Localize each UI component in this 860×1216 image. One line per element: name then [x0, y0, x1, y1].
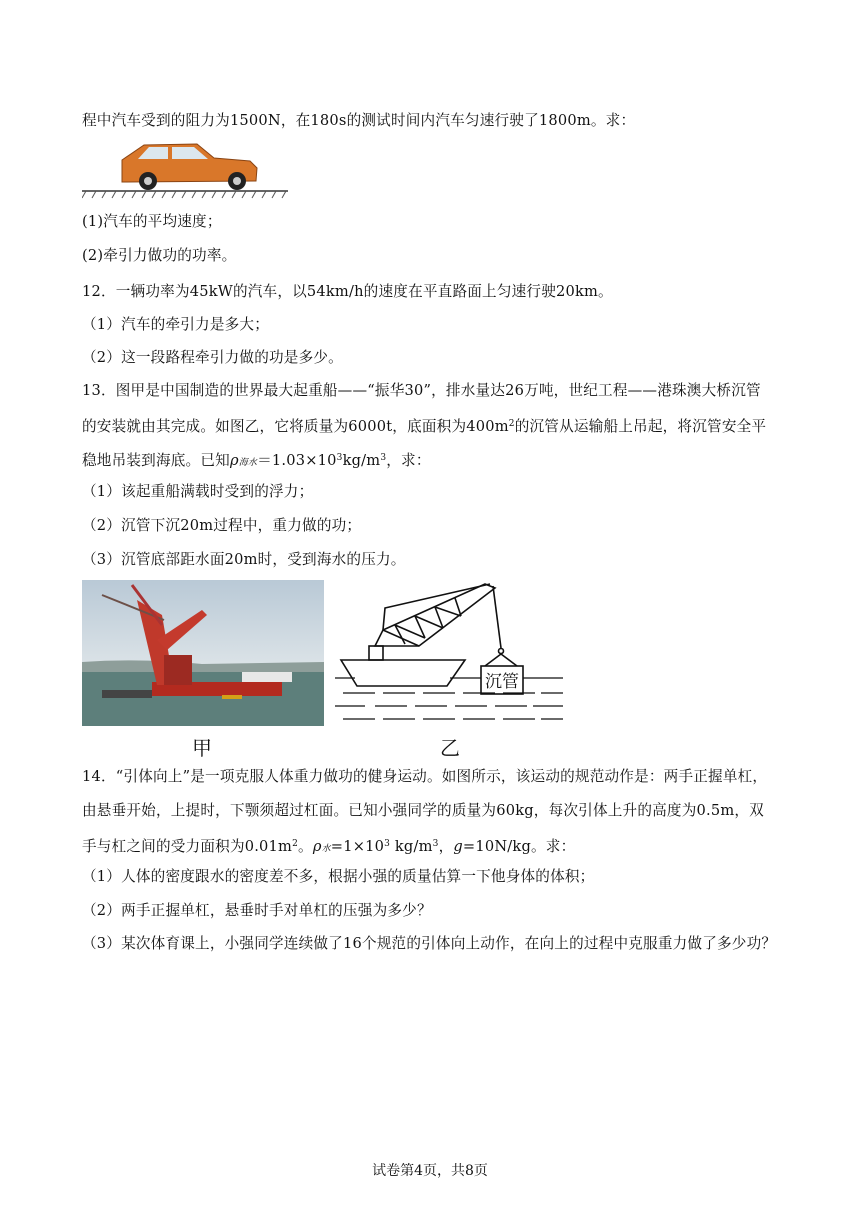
text-line [82, 414, 766, 437]
crane-ship-photo [82, 580, 324, 726]
text-segment: ＝1.03×10 [257, 452, 337, 469]
text-segment: 的沉管从运输船上吊起，将沉管安全平 [514, 418, 767, 435]
text-line: （2）沉管下沉20m过程中，重力做的功； [82, 517, 362, 534]
subscript: 海水 [238, 458, 258, 468]
superscript: 3 [380, 453, 387, 463]
text-line: (2)牵引力做功的功率。 [82, 247, 237, 264]
text-line: 12．一辆功率为45kW的汽车，以54km/h的速度在平直路面上匀速行驶20km。 [82, 283, 613, 300]
superscript: 3 [384, 839, 391, 849]
text-line: 14．“引体向上”是一项克服人体重力做功的健身运动。如图所示，该运动的规范动作是：两手正握单杠， [82, 768, 768, 785]
figure-caption-yi: 乙 [440, 736, 460, 760]
text-line: （1）人体的密度跟水的密度差不多，根据小强的质量估算一下他身体的体积； [82, 868, 595, 885]
text-segment: 稳地吊装到海底。已知 [82, 452, 230, 469]
text-line [82, 448, 431, 473]
superscript: 3 [432, 839, 439, 849]
g-symbol: g [453, 838, 463, 855]
text-segment: 。 [298, 838, 313, 855]
text-line: （3）某次体育课上，小强同学连续做了16个规范的引体向上动作，在向上的过程中克服重力做了多少功？ [82, 935, 777, 952]
text-line: （2）这一段路程牵引力做的功是多少。 [82, 349, 343, 366]
crane-diagram [335, 578, 565, 728]
text-line: 由悬垂开始，上提时，下颚须超过杠面。已知小强同学的质量为60kg，每次引体上升的高度为0.5m，双 [82, 802, 764, 819]
text-line: （3）沉管底部距水面20m时，受到海水的压力。 [82, 551, 406, 568]
text-segment: 的安装就由其完成。如图乙，它将质量为6000t，底面积为400m [82, 418, 509, 435]
text-line: （2）两手正握单杠，悬垂时手对单杠的压强为多少？ [82, 902, 432, 919]
rho-symbol: ρ [312, 838, 322, 855]
superscript: 2 [508, 419, 515, 429]
pipe-label: 沉管 [485, 672, 519, 692]
text-segment: ，求： [386, 452, 431, 469]
rho-symbol: ρ [229, 452, 239, 469]
text-segment: kg/m [390, 838, 433, 855]
text-line: 程中汽车受到的阻力为1500N，在180s的测试时间内汽车匀速行驶了1800m。求： [82, 112, 636, 129]
superscript: 2 [292, 839, 299, 849]
text-line: （1）该起重船满载时受到的浮力； [82, 483, 314, 500]
superscript: 3 [336, 453, 343, 463]
car-figure [82, 138, 290, 200]
text-line: 13．图甲是中国制造的世界最大起重船——“振华30”，排水量达26万吨，世纪工程——港珠澳大桥沉管 [82, 382, 761, 399]
text-line [82, 834, 575, 859]
text-segment: =10N/kg。求： [462, 838, 576, 855]
subscript: 水 [321, 844, 331, 854]
text-line: (1)汽车的平均速度； [82, 213, 222, 230]
text-segment: kg/m [342, 452, 381, 469]
figure-caption-jia: 甲 [192, 736, 212, 760]
text-segment: =1×10 [330, 838, 385, 855]
text-line: （1）汽车的牵引力是多大； [82, 316, 270, 333]
text-segment: ， [438, 838, 454, 855]
text-segment: 手与杠之间的受力面积为0.01m [82, 838, 293, 855]
page-footer: 试卷第4页，共8页 [372, 1163, 488, 1179]
